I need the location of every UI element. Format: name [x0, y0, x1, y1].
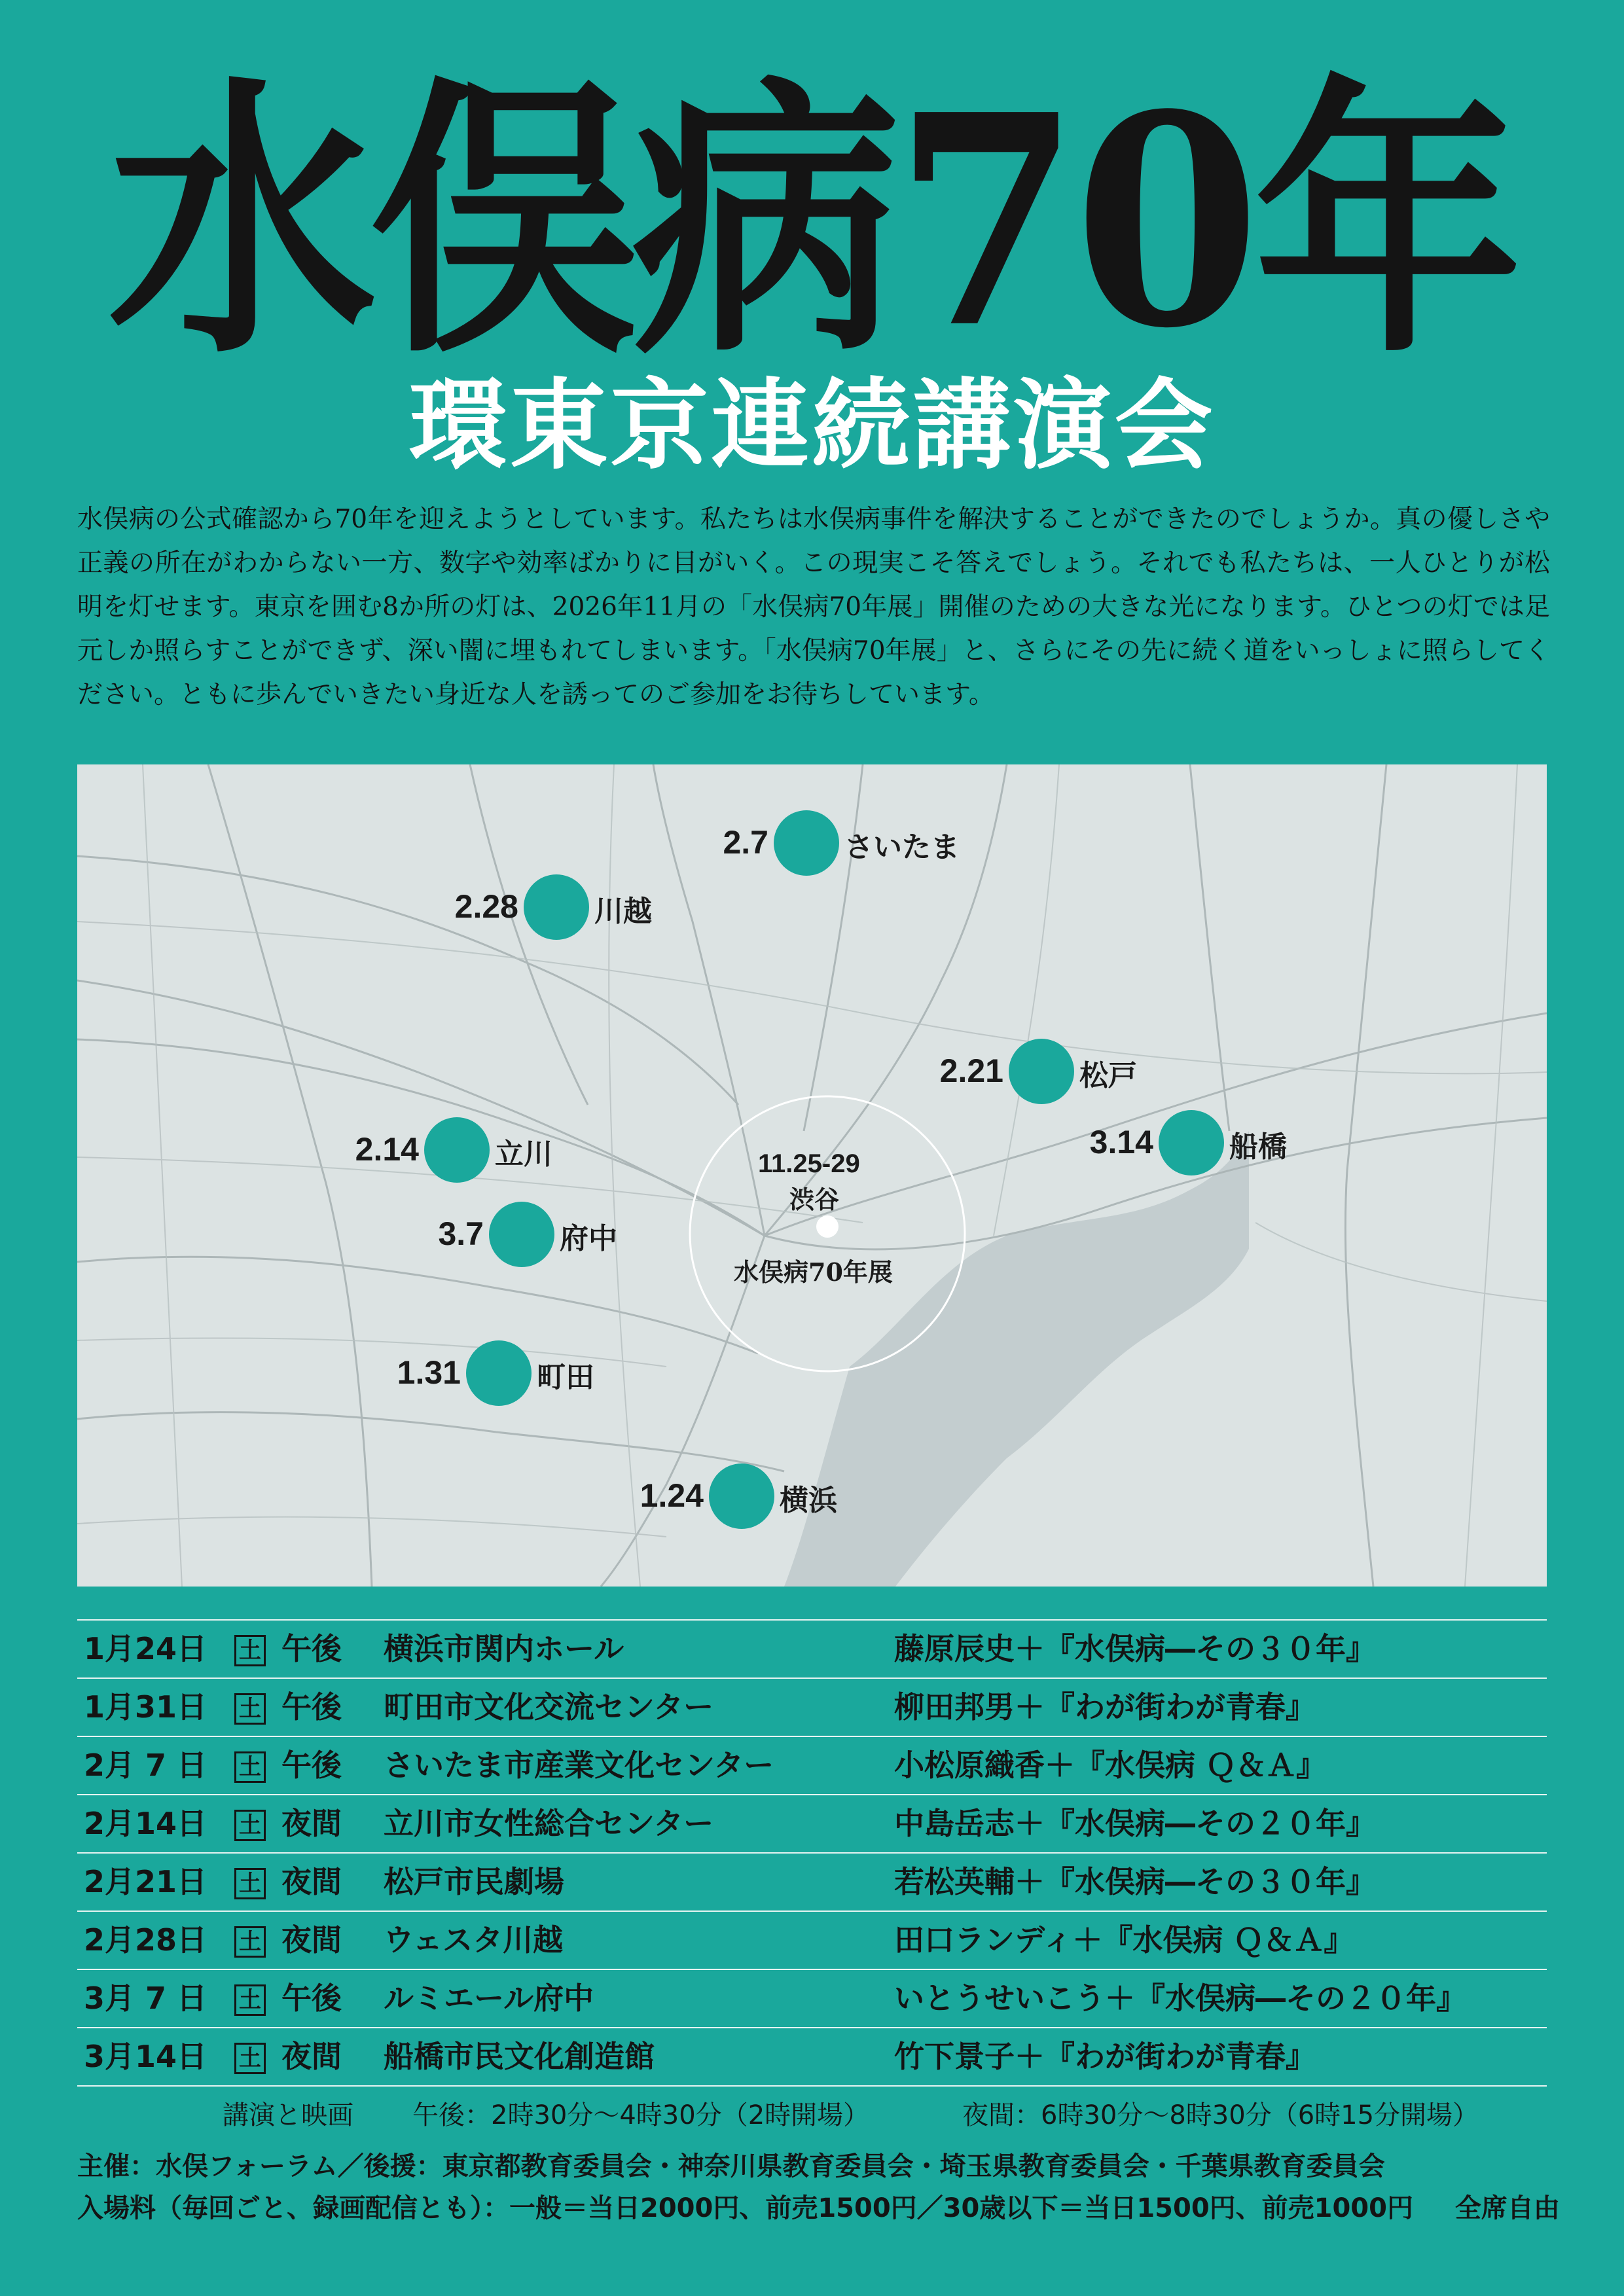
- marker-date: 1.24: [640, 1477, 704, 1514]
- intro-paragraph: 水俣病の公式確認から70年を迎えようとしています。私たちは水俣病事件を解決することができたのでしょうか。真の優しさや正義の所在がわからない一方、数字や効率ばかりに目がいく。この現実こそ答えでしょう。それでも私たちは、一人ひとりが松明を灯せます。東京を囲む8か所の灯は、2026年11月の「水俣病70年展」開催のための大きな光になります。ひとつの灯では足元しか照らすことができず、深い闇に埋もれてしまいます。「水俣病70年展」と、さらにその先に続く道をいっしょに照らしてください。ともに歩んでいきたい身近な人を誘ってのご参加をお待ちしています。: [77, 505, 1550, 709]
- row-speaker: 竹下景子＋『わが街わが青春』: [894, 2039, 1316, 2074]
- row-speaker: いとうせいこう＋『水俣病―その２０年』: [894, 1981, 1466, 2016]
- seating-text: 全席自由: [1454, 2193, 1560, 2223]
- row-weekday-badge: 土: [234, 1751, 266, 1783]
- schedule-table: [77, 1619, 1547, 2087]
- schedule-row: [77, 1737, 1547, 1795]
- row-time: 夜間: [281, 1864, 342, 1899]
- marker-dot: [489, 1202, 554, 1267]
- row-venue: ルミエール府中: [384, 1981, 594, 2016]
- marker-date: 1.31: [397, 1354, 461, 1391]
- row-venue: ウェスタ川越: [384, 1922, 564, 1958]
- schedule-row: [77, 1854, 1547, 1912]
- marker-date: 2.21: [939, 1052, 1003, 1089]
- schedule-row: [77, 2028, 1547, 2087]
- marker-date: 3.7: [438, 1215, 484, 1252]
- exhibit-location-dot: [816, 1215, 839, 1238]
- marker-dot: [709, 1463, 774, 1529]
- marker-place: さいたま: [844, 831, 960, 864]
- poster-subtitle: 環東京連続講演会: [408, 368, 1216, 483]
- marker-date: 2.7: [723, 824, 768, 861]
- row-venue: 船橋市民文化創造館: [384, 2039, 655, 2074]
- schedule-row: [77, 1795, 1547, 1854]
- fee-text: 入場料（毎回ごと、録画配信とも）：一般＝当日2000円、前売1500円／30歳以下＝当日1500円、前売1000円: [77, 2193, 1413, 2223]
- row-venue: さいたま市産業文化センター: [384, 1748, 774, 1783]
- marker-date: 3.14: [1089, 1124, 1153, 1160]
- marker-dot: [774, 810, 839, 876]
- row-time: 夜間: [281, 2039, 342, 2074]
- row-venue: 松戸市民劇場: [384, 1864, 564, 1899]
- schedule-row: [77, 1970, 1547, 2028]
- marker-dot: [524, 874, 589, 940]
- marker-place: 府中: [560, 1222, 617, 1255]
- row-date: 3月 7 日: [84, 1981, 208, 2016]
- exhibit-place: 渋谷: [789, 1185, 840, 1214]
- row-weekday-badge: 土: [234, 1984, 266, 2016]
- marker-date: 2.28: [454, 888, 518, 925]
- marker-place: 町田: [537, 1361, 594, 1394]
- row-time: 午後: [281, 1631, 342, 1666]
- marker-place: 横浜: [780, 1484, 837, 1517]
- marker-place: 松戸: [1079, 1059, 1137, 1092]
- row-speaker: 中島岳志＋『水俣病―その２０年』: [894, 1806, 1376, 1841]
- row-weekday-badge: 土: [234, 1868, 266, 1899]
- marker-dot: [424, 1117, 490, 1183]
- row-time: 夜間: [281, 1922, 342, 1958]
- row-weekday-badge: 土: [234, 1926, 266, 1958]
- row-date: 3月14日: [84, 2039, 208, 2074]
- row-time: 夜間: [281, 1806, 342, 1841]
- schedule-row: [77, 1621, 1547, 1679]
- row-date: 2月21日: [84, 1864, 208, 1899]
- marker-dot: [1009, 1039, 1074, 1104]
- row-time: 午後: [281, 1689, 342, 1725]
- times-afternoon: 午後：2時30分～4時30分（2時開場）: [412, 2100, 870, 2130]
- row-speaker: 小松原織香＋『水俣病 Ｑ＆Ａ』: [894, 1748, 1327, 1783]
- row-date: 2月28日: [84, 1922, 208, 1958]
- marker-place: 船橋: [1229, 1130, 1287, 1164]
- marker-dot: [466, 1340, 532, 1406]
- times-label: 講演と映画: [223, 2100, 353, 2130]
- marker-dot: [1159, 1110, 1224, 1175]
- exhibit-name: 水俣病70年展: [734, 1257, 893, 1287]
- times-evening: 夜間：6時30分～8時30分（6時15分開場）: [962, 2100, 1479, 2130]
- exhibit-date: 11.25-29: [758, 1149, 860, 1178]
- row-speaker: 柳田邦男＋『わが街わが青春』: [894, 1689, 1316, 1725]
- row-speaker: 藤原辰史＋『水俣病―その３０年』: [894, 1631, 1376, 1666]
- row-weekday-badge: 土: [234, 2043, 266, 2074]
- row-date: 2月 7 日: [84, 1748, 208, 1783]
- fee-line: [77, 2187, 1560, 2225]
- event-map: [77, 764, 1547, 1587]
- marker-date: 2.14: [355, 1131, 419, 1168]
- row-venue: 立川市女性総合センター: [384, 1806, 714, 1841]
- schedule-row: [77, 1912, 1547, 1970]
- row-weekday-badge: 土: [234, 1693, 266, 1725]
- poster-title: 水俣病70年: [108, 51, 1516, 392]
- row-weekday-badge: 土: [234, 1635, 266, 1666]
- row-date: 1月24日: [84, 1631, 208, 1666]
- row-time: 午後: [281, 1981, 342, 2016]
- row-date: 1月31日: [84, 1689, 208, 1725]
- row-date: 2月14日: [84, 1806, 208, 1841]
- row-weekday-badge: 土: [234, 1810, 266, 1841]
- marker-place: 川越: [594, 895, 652, 928]
- row-venue: 横浜市関内ホール: [384, 1631, 624, 1666]
- row-venue: 町田市文化交流センター: [384, 1689, 714, 1725]
- marker-place: 立川: [495, 1138, 552, 1171]
- row-speaker: 若松英輔＋『水俣病―その３０年』: [894, 1864, 1376, 1899]
- schedule-row: [77, 1679, 1547, 1737]
- row-time: 午後: [281, 1748, 342, 1783]
- row-speaker: 田口ランディ＋『水俣病 Ｑ＆Ａ』: [894, 1922, 1354, 1958]
- organizer-line: 主催：水俣フォーラム／後援：東京都教育委員会・神奈川県教育委員会・埼玉県教育委員会・千葉県教育委員会: [77, 2151, 1385, 2181]
